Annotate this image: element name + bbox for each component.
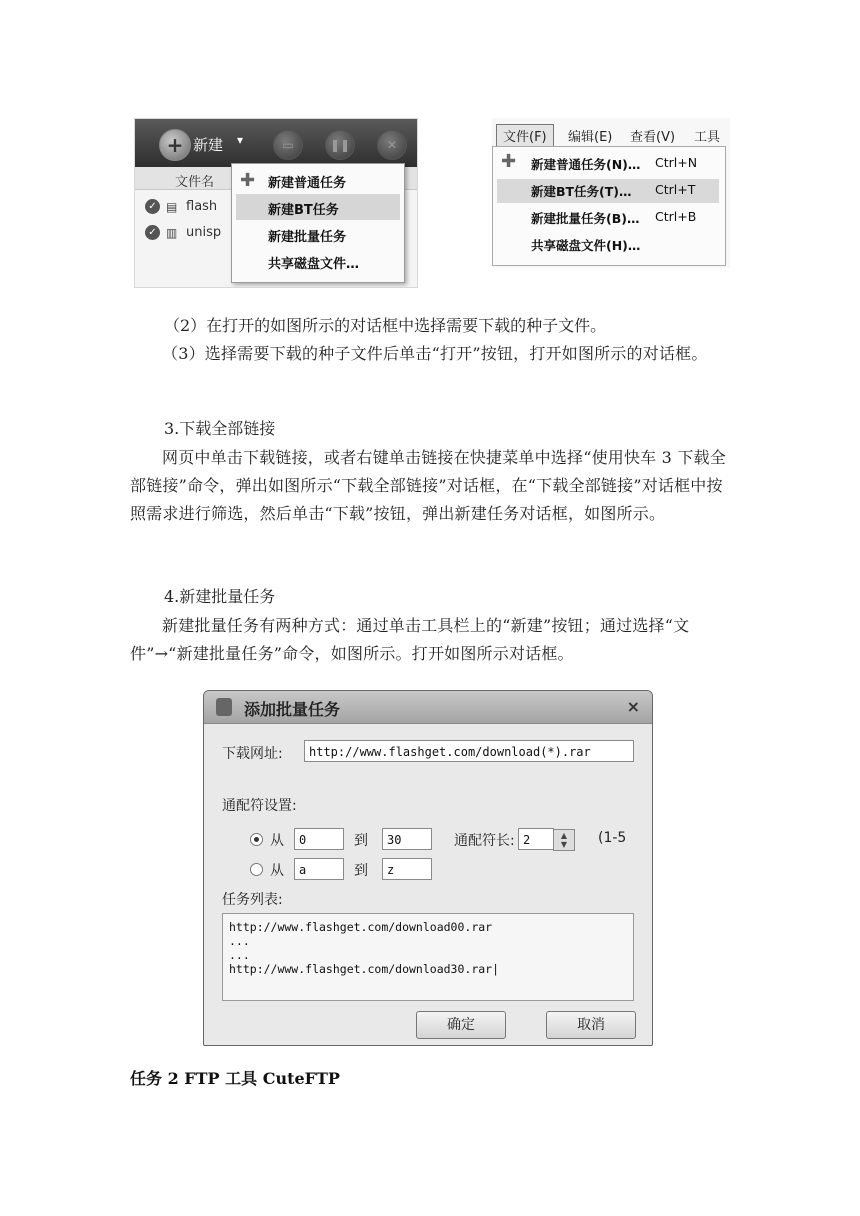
file-name: unisp <box>186 225 222 240</box>
radio-alpha-range[interactable] <box>250 863 263 876</box>
check-icon: ✓ <box>145 199 160 214</box>
dialog-title-bar <box>204 691 652 724</box>
file-row[interactable] <box>145 225 221 240</box>
shortcut-label: Ctrl+B <box>655 209 697 224</box>
cancel-button[interactable]: 取消 <box>546 1011 636 1039</box>
menu-item-share-disk-file[interactable]: 共享磁盘文件… <box>268 257 360 272</box>
menu-edit[interactable]: 编辑(E) <box>568 130 613 145</box>
task-heading: 任务 2 FTP 工具 CuteFTP <box>130 1069 340 1088</box>
pause-icon[interactable]: ❚❚ <box>325 130 355 160</box>
shortcut-label: Ctrl+T <box>655 182 696 197</box>
chevron-down-icon[interactable]: ▼ <box>560 840 568 849</box>
task-list-line: http://www.flashget.com/download00.rar <box>229 920 493 934</box>
wildcard-length-label: 通配符长: <box>454 833 515 849</box>
section-heading-download-all-links: 3.下载全部链接 <box>164 419 276 438</box>
task-list-line: ... <box>229 948 250 962</box>
menu-file[interactable]: 文件(F) <box>496 124 554 147</box>
delete-icon[interactable]: ✕ <box>377 130 407 160</box>
task-list-label: 任务列表: <box>222 892 283 908</box>
file-icon: ▥ <box>166 225 178 240</box>
toolbar-screenshot <box>134 118 418 288</box>
wildcard-length-field[interactable]: 2 <box>518 828 554 850</box>
file-name: flash <box>186 199 218 214</box>
step-3-text: （3）选择需要下载的种子文件后单击“打开”按钮，打开如图所示的对话框。 <box>162 344 708 363</box>
shortcut-label: Ctrl+N <box>655 155 698 170</box>
close-icon[interactable]: × <box>626 697 640 716</box>
url-field[interactable]: http://www.flashget.com/download(*).rar <box>304 740 634 762</box>
paragraph-download-all-links: 网页中单击下载链接，或者右键单击链接在快捷菜单中选择“使用快车 3 下载全部链接”命令，弹出如图所示“下载全部链接”对话框，在“下载全部链接”对话框中按照需求进行筛选，然后单击“下载”按钮，弹出新建任务对话框，如图所示。 <box>130 448 726 523</box>
menu-item-new-normal-task[interactable]: 新建普通任务(N)… <box>531 157 641 172</box>
dialog-title: 添加批量任务 <box>244 700 341 719</box>
menu-item-new-normal-task[interactable]: 新建普通任务 <box>268 176 347 191</box>
menu-bar <box>492 124 730 146</box>
menu-view[interactable]: 查看(V) <box>630 130 676 145</box>
file-dropdown-menu <box>492 146 726 266</box>
menu-item-share-disk-file[interactable]: 共享磁盘文件(H)… <box>531 238 641 253</box>
range-hint: (1-5 <box>598 830 627 846</box>
file-menu-screenshot <box>492 118 730 268</box>
app-icon <box>216 698 232 716</box>
chevron-down-icon[interactable]: ▾ <box>237 133 244 147</box>
check-icon: ✓ <box>145 225 160 240</box>
new-dropdown-menu <box>231 163 405 283</box>
task-list-line: http://www.flashget.com/download30.rar| <box>229 962 500 976</box>
menu-item-new-batch-task[interactable]: 新建批量任务(B)… <box>531 211 640 226</box>
step-2-text: （2）在打开的如图所示的对话框中选择需要下载的种子文件。 <box>164 316 607 335</box>
plus-icon: ✚ <box>240 170 256 191</box>
wildcard-length-stepper[interactable] <box>553 829 575 851</box>
alpha-from-field[interactable]: a <box>294 858 344 880</box>
wildcard-settings-label: 通配符设置: <box>222 798 297 814</box>
numeric-from-field[interactable]: 0 <box>294 828 344 850</box>
toolbar <box>135 119 417 167</box>
radio-numeric-range[interactable] <box>250 833 263 846</box>
add-batch-task-dialog <box>203 690 653 1046</box>
numeric-to-field[interactable]: 30 <box>382 828 432 850</box>
task-list-line: ... <box>229 934 250 948</box>
to-label: 到 <box>354 833 368 849</box>
start-icon[interactable]: ▭ <box>273 130 303 160</box>
paragraph-new-batch-task: 新建批量任务有两种方式：通过单击工具栏上的“新建”按钮；通过选择“文件”→“新建批量任务”命令，如图所示。打开如图所示对话框。 <box>130 616 690 663</box>
file-row[interactable] <box>145 199 217 214</box>
url-label: 下载网址: <box>222 746 283 762</box>
task-list-textarea[interactable] <box>222 913 634 1001</box>
menu-tools[interactable]: 工具 <box>694 130 721 145</box>
column-header-filename[interactable]: 文件名 <box>175 175 215 190</box>
new-task-plus-icon[interactable]: + <box>159 129 191 161</box>
plus-icon: ✚ <box>501 151 517 172</box>
menu-item-new-bt-task[interactable]: 新建BT任务(T)… <box>531 184 632 199</box>
chevron-up-icon[interactable]: ▲ <box>560 831 568 840</box>
from-label: 从 <box>270 863 284 879</box>
new-button-label[interactable]: 新建 <box>193 136 224 154</box>
menu-item-new-bt-task[interactable]: 新建BT任务 <box>268 203 339 218</box>
from-label: 从 <box>270 833 284 849</box>
to-label: 到 <box>354 863 368 879</box>
section-heading-new-batch-task: 4.新建批量任务 <box>164 587 276 606</box>
menu-item-new-batch-task[interactable]: 新建批量任务 <box>268 230 347 245</box>
alpha-to-field[interactable]: z <box>382 858 432 880</box>
file-icon: ▤ <box>166 199 178 214</box>
ok-button[interactable]: 确定 <box>416 1011 506 1039</box>
